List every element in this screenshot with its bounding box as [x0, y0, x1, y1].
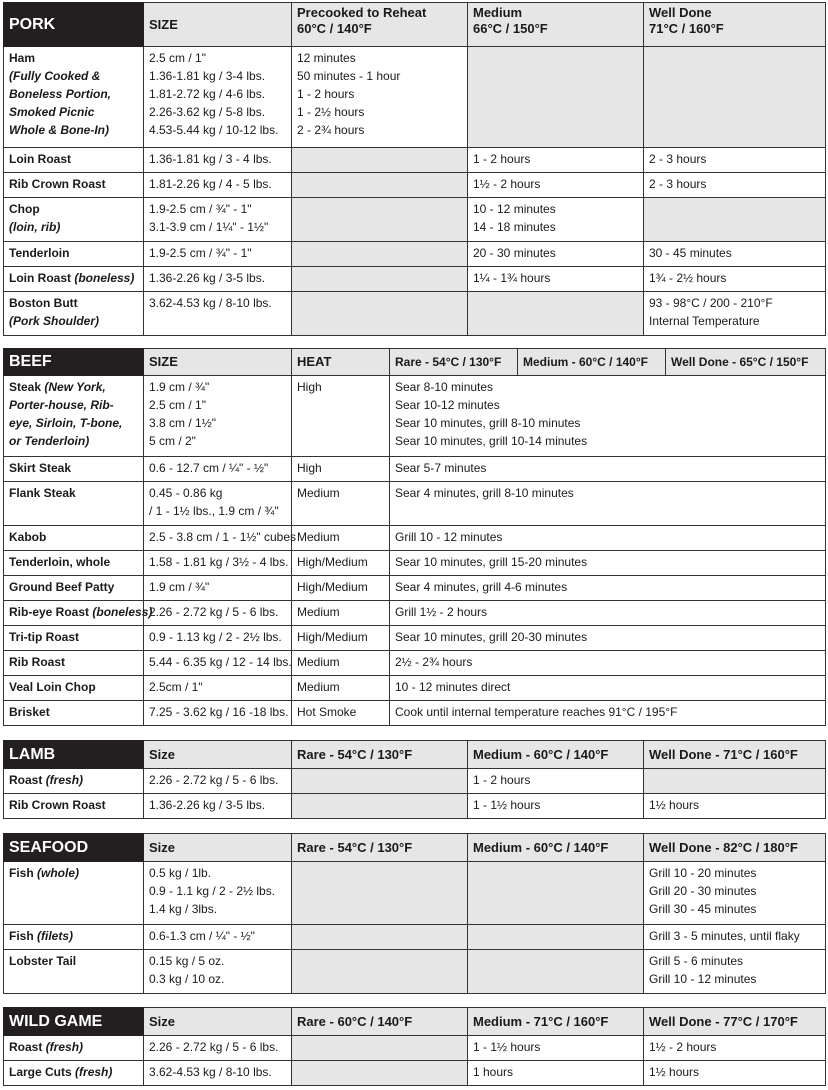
table-row: [4, 551, 826, 576]
cell-medium: 1½ - 2 hours: [468, 173, 644, 198]
item-note: (whole): [37, 866, 80, 880]
cell-reheat: [292, 198, 468, 242]
cell-reheat: [292, 267, 468, 292]
item-name: Fish (filets): [4, 925, 144, 950]
item-name: Skirt Steak: [4, 457, 144, 482]
item-note: (Fully Cooked &: [9, 69, 101, 83]
cell-medium: 10 - 12 minutes 14 - 18 minutes: [468, 198, 644, 242]
item-name: Boston Butt (Pork Shoulder): [4, 292, 144, 336]
item-note: Whole & Bone-In): [9, 123, 109, 137]
column-header-size: SIZE: [144, 349, 292, 376]
cell-medium: 1 - 2 hours: [468, 148, 644, 173]
cell-heat: Hot Smoke: [292, 701, 390, 726]
cell-reheat: 12 minutes 50 minutes - 1 hour 1 - 2 hours 1 - 2½ hours 2 - 2¾ hours: [292, 47, 468, 148]
item-name: Steak (New York, Porter-house, Rib- eye, Sirloin, T-bone, or Tenderloin): [4, 376, 144, 457]
cell-c1: [292, 769, 468, 794]
item-note: eye, Sirloin, T-bone,: [9, 416, 123, 430]
table-row: [4, 925, 826, 950]
item-note: (Pork Shoulder): [9, 314, 100, 328]
item-name: Kabob: [4, 526, 144, 551]
cell-c1: [292, 1036, 468, 1061]
item-note: (boneless): [74, 271, 135, 285]
cell-reheat: [292, 173, 468, 198]
item-name: Large Cuts (fresh): [4, 1061, 144, 1086]
table-row: [4, 676, 826, 701]
cell-size: 2.26 - 2.72 kg / 5 - 6 lbs.: [144, 1036, 292, 1061]
table-row: [4, 242, 826, 267]
table-row: [4, 148, 826, 173]
table-row: [4, 701, 826, 726]
item-name: Rib Roast: [4, 651, 144, 676]
column-header-medium: Medium - 71°C / 160°F: [468, 1008, 644, 1036]
seafood-header-row: [4, 834, 826, 862]
item-name: Brisket: [4, 701, 144, 726]
cell-size: 1.9 cm / ¾" 2.5 cm / 1" 3.8 cm / 1½" 5 cm / 2": [144, 376, 292, 457]
cell-size: 3.62-4.53 kg / 8-10 lbs.: [144, 292, 292, 336]
cell-welldone: [644, 198, 826, 242]
item-name: Veal Loin Chop: [4, 676, 144, 701]
cell-c3: Grill 3 - 5 minutes, until flaky: [644, 925, 826, 950]
cell-reheat: [292, 292, 468, 336]
item-note: Porter-house, Rib-: [9, 398, 114, 412]
section-title: BEEF: [4, 349, 144, 376]
lamb-table: [3, 740, 826, 819]
item-note: (fresh): [45, 773, 84, 787]
column-header-rare: Rare - 60°C / 140°F: [292, 1008, 468, 1036]
item-name: Tenderloin: [4, 242, 144, 267]
column-header-rare: Rare - 54°C / 130°F: [390, 349, 518, 376]
cell-size: 2.26 - 2.72 kg / 5 - 6 lbs.: [144, 601, 292, 626]
item-note: (loin, rib): [9, 220, 61, 234]
cell-c3: 1½ hours: [644, 1061, 826, 1086]
table-row: [4, 1061, 826, 1086]
table-row: [4, 526, 826, 551]
column-header-rare: Rare - 54°C / 130°F: [292, 741, 468, 769]
table-row: [4, 1036, 826, 1061]
section-title: WILD GAME: [4, 1008, 144, 1036]
item-name: Rib Crown Roast: [4, 794, 144, 819]
cell-medium: 1¼ - 1¾ hours: [468, 267, 644, 292]
item-name: Loin Roast (boneless): [4, 267, 144, 292]
cell-size: 1.9 cm / ¾": [144, 576, 292, 601]
cell-c1: [292, 925, 468, 950]
cell-medium: [468, 292, 644, 336]
cell-size: 1.36-1.81 kg / 3 - 4 lbs.: [144, 148, 292, 173]
cell-size: 7.25 - 3.62 kg / 16 -18 lbs.: [144, 701, 292, 726]
column-header-well-done: Well Done 71°C / 160°F: [644, 3, 826, 47]
cell-welldone: [644, 47, 826, 148]
item-note: (fresh): [75, 1065, 113, 1079]
cell-c3: Grill 5 - 6 minutes Grill 10 - 12 minutes: [644, 950, 826, 994]
item-name: Tenderloin, whole: [4, 551, 144, 576]
column-header-well-done: Well Done - 82°C / 180°F: [644, 834, 826, 862]
cell-time: 10 - 12 minutes direct: [390, 676, 826, 701]
seafood-table: [3, 833, 826, 994]
beef-table: [3, 348, 826, 726]
cell-welldone: 93 - 98°C / 200 - 210°F Internal Temperature: [644, 292, 826, 336]
column-header-medium: Medium - 60°C / 140°F: [518, 349, 666, 376]
cell-c2: 1 - 1½ hours: [468, 1036, 644, 1061]
cell-time: Grill 10 - 12 minutes: [390, 526, 826, 551]
cell-time: Sear 4 minutes, grill 4-6 minutes: [390, 576, 826, 601]
cell-size: 2.5cm / 1": [144, 676, 292, 701]
cell-heat: Medium: [292, 482, 390, 526]
table-row: [4, 292, 826, 336]
column-header-well-done: Well Done - 65°C / 150°F: [666, 349, 826, 376]
cell-size: 1.36-2.26 kg / 3-5 lbs.: [144, 267, 292, 292]
pork-table: [3, 2, 826, 336]
table-row: [4, 769, 826, 794]
item-note: or Tenderloin): [9, 434, 90, 448]
item-note: Smoked Picnic: [9, 105, 95, 119]
cell-heat: High/Medium: [292, 576, 390, 601]
column-header-size: Size: [144, 1008, 292, 1036]
wild-game-header-row: [4, 1008, 826, 1036]
cell-c2: [468, 950, 644, 994]
cell-heat: Medium: [292, 676, 390, 701]
cell-size: 2.26 - 2.72 kg / 5 - 6 lbs.: [144, 769, 292, 794]
item-name: Fish (whole): [4, 862, 144, 925]
table-row: [4, 626, 826, 651]
cell-c1: [292, 862, 468, 925]
lamb-header-row: [4, 741, 826, 769]
table-row: [4, 267, 826, 292]
cell-medium: 20 - 30 minutes: [468, 242, 644, 267]
column-header-medium: Medium 66°C / 150°F: [468, 3, 644, 47]
column-header-medium: Medium - 60°C / 140°F: [468, 834, 644, 862]
section-title: LAMB: [4, 741, 144, 769]
table-row: [4, 482, 826, 526]
item-name: Ham (Fully Cooked & Boneless Portion, Smoked Picnic Whole & Bone-In): [4, 47, 144, 148]
cell-size: 3.62-4.53 kg / 8-10 lbs.: [144, 1061, 292, 1086]
column-header-medium: Medium - 60°C / 140°F: [468, 741, 644, 769]
cell-size: 0.6 - 12.7 cm / ¼" - ½": [144, 457, 292, 482]
cell-size: 1.36-2.26 kg / 3-5 lbs.: [144, 794, 292, 819]
cell-c2: 1 - 2 hours: [468, 769, 644, 794]
column-header-size: SIZE: [144, 3, 292, 47]
column-header-well-done: Well Done - 77°C / 170°F: [644, 1008, 826, 1036]
cell-c2: [468, 925, 644, 950]
item-name: Chop (loin, rib): [4, 198, 144, 242]
cell-time: Sear 4 minutes, grill 8-10 minutes: [390, 482, 826, 526]
cell-time: Cook until internal temperature reaches 91°C / 195°F: [390, 701, 826, 726]
cell-size: 2.5 - 3.8 cm / 1 - 1½" cubes: [144, 526, 292, 551]
cell-size: 0.45 - 0.86 kg / 1 - 1½ lbs., 1.9 cm / ¾": [144, 482, 292, 526]
cell-time: Sear 8-10 minutes Sear 10-12 minutes Sear 10 minutes, grill 8-10 minutes Sear 10 minutes, grill 10-14 minutes: [390, 376, 826, 457]
cell-c1: [292, 950, 468, 994]
cell-time: Grill 1½ - 2 hours: [390, 601, 826, 626]
cell-c3: 1½ hours: [644, 794, 826, 819]
cell-size: 0.5 kg / 1lb. 0.9 - 1.1 kg / 2 - 2½ lbs. 1.4 kg / 3lbs.: [144, 862, 292, 925]
cell-heat: Medium: [292, 601, 390, 626]
column-header-well-done: Well Done - 71°C / 160°F: [644, 741, 826, 769]
column-header-size: Size: [144, 834, 292, 862]
item-name: Roast (fresh): [4, 1036, 144, 1061]
cell-heat: High/Medium: [292, 551, 390, 576]
wild-game-table: [3, 1007, 826, 1086]
cell-c1: [292, 794, 468, 819]
cell-c2: 1 - 1½ hours: [468, 794, 644, 819]
section-title: PORK: [4, 3, 144, 47]
cell-c3: 1½ - 2 hours: [644, 1036, 826, 1061]
item-note: (New York,: [44, 380, 106, 394]
table-row: [4, 651, 826, 676]
cell-size: 5.44 - 6.35 kg / 12 - 14 lbs.: [144, 651, 292, 676]
cell-time: 2½ - 2¾ hours: [390, 651, 826, 676]
item-name: Tri-tip Roast: [4, 626, 144, 651]
table-row: [4, 601, 826, 626]
table-row: [4, 173, 826, 198]
column-header-size: Size: [144, 741, 292, 769]
cell-size: 1.9-2.5 cm / ¾" - 1" 3.1-3.9 cm / 1¼" - 1½": [144, 198, 292, 242]
table-row: [4, 862, 826, 925]
pork-header-row: [4, 3, 826, 47]
cell-size: 1.81-2.26 kg / 4 - 5 lbs.: [144, 173, 292, 198]
table-row: [4, 47, 826, 148]
cell-size: 1.58 - 1.81 kg / 3½ - 4 lbs.: [144, 551, 292, 576]
item-note: Boneless Portion,: [9, 87, 112, 101]
cell-c2: 1 hours: [468, 1061, 644, 1086]
cell-size: 1.9-2.5 cm / ¾" - 1": [144, 242, 292, 267]
table-row: [4, 457, 826, 482]
cell-size: 2.5 cm / 1" 1.36-1.81 kg / 3-4 lbs. 1.81-2.72 kg / 4-6 lbs. 2.26-3.62 kg / 5-8 lbs. 4.53-5.44 kg / 10-12 lbs.: [144, 47, 292, 148]
item-name: Rib Crown Roast: [4, 173, 144, 198]
cell-heat: High: [292, 376, 390, 457]
cell-size: 0.15 kg / 5 oz. 0.3 kg / 10 oz.: [144, 950, 292, 994]
column-header-rare: Rare - 54°C / 130°F: [292, 834, 468, 862]
column-header-heat: HEAT: [292, 349, 390, 376]
item-name: Flank Steak: [4, 482, 144, 526]
cell-welldone: 2 - 3 hours: [644, 173, 826, 198]
table-row: [4, 198, 826, 242]
cell-c2: [468, 862, 644, 925]
cell-heat: Medium: [292, 526, 390, 551]
item-note: (fresh): [45, 1040, 84, 1054]
item-name: Lobster Tail: [4, 950, 144, 994]
item-name: Rib-eye Roast (boneless): [4, 601, 144, 626]
cell-time: Sear 10 minutes, grill 15-20 minutes: [390, 551, 826, 576]
cell-reheat: [292, 148, 468, 173]
table-row: [4, 376, 826, 457]
cell-time: Sear 10 minutes, grill 20-30 minutes: [390, 626, 826, 651]
cell-time: Sear 5-7 minutes: [390, 457, 826, 482]
cell-reheat: [292, 242, 468, 267]
item-name: Roast (fresh): [4, 769, 144, 794]
item-note: (boneless): [92, 605, 153, 619]
section-title: SEAFOOD: [4, 834, 144, 862]
cell-heat: Medium: [292, 651, 390, 676]
cell-welldone: 30 - 45 minutes: [644, 242, 826, 267]
cell-size: 0.6-1.3 cm / ¼" - ½": [144, 925, 292, 950]
table-row: [4, 950, 826, 994]
item-note: (filets): [37, 929, 74, 943]
cell-welldone: 2 - 3 hours: [644, 148, 826, 173]
cell-size: 0.9 - 1.13 kg / 2 - 2½ lbs.: [144, 626, 292, 651]
cell-welldone: 1¾ - 2½ hours: [644, 267, 826, 292]
item-name: Loin Roast: [4, 148, 144, 173]
item-name: Ground Beef Patty: [4, 576, 144, 601]
cell-c1: [292, 1061, 468, 1086]
cell-c3: Grill 10 - 20 minutes Grill 20 - 30 minutes Grill 30 - 45 minutes: [644, 862, 826, 925]
cell-heat: High/Medium: [292, 626, 390, 651]
beef-header-row: [4, 349, 826, 376]
cell-heat: High: [292, 457, 390, 482]
table-row: [4, 794, 826, 819]
column-header-reheat: Precooked to Reheat 60°C / 140°F: [292, 3, 468, 47]
cell-c3: [644, 769, 826, 794]
table-row: [4, 576, 826, 601]
cell-medium: [468, 47, 644, 148]
